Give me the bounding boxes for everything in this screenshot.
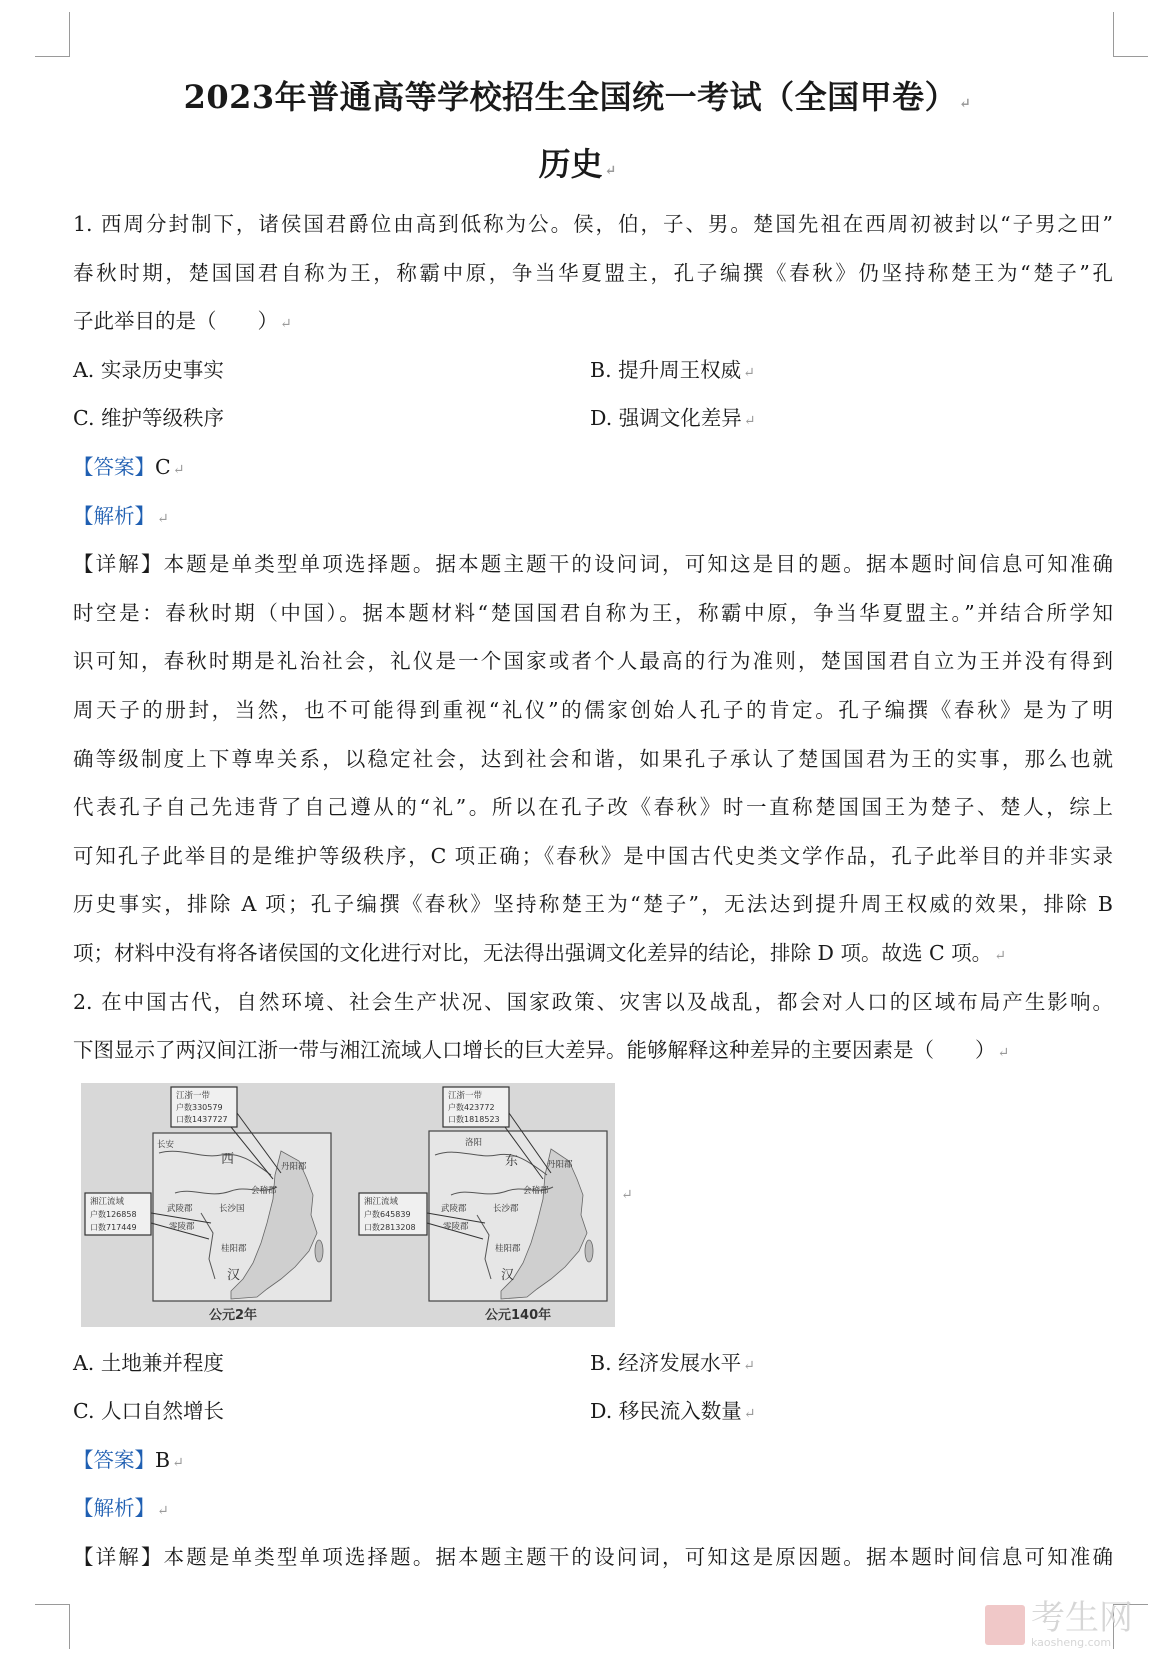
paragraph-mark-icon [605,163,617,179]
map-right-xj-label: 湘江流域 [364,1196,399,1207]
analysis-tag: 【解析】 [73,1496,155,1521]
paragraph-mark-icon [173,462,185,478]
answer-value: B [155,1447,171,1472]
map-right-jz-households: 户数423772 [448,1102,495,1112]
q1-stem-line-2: 春秋时期，楚国国君自称为王，称霸中原，争当华夏盟主，孔子编撰《春秋》仍坚持称楚王为“楚子”孔 [73,260,1113,285]
q1-option-b: B. 提升周王权威 ↵ [590,346,1107,395]
page-title: 2023年普通高等学校招生全国统一考试（全国甲卷） ↵ [0,72,1155,118]
map-left-jz-label: 江浙一带 [176,1090,211,1101]
detail-tag: 【详解】 [73,552,164,577]
q1-analysis [73,492,1113,541]
q2-options-row-2 [73,1387,1113,1436]
q2-option-c: C. 人口自然增长 [73,1399,224,1424]
q2-stem-line-1: 2. 在中国古代，自然环境、社会生产状况、国家政策、灾害以及战乱，都会对人口的区域布局产生影响。 [73,989,1113,1014]
site-watermark [985,1600,1133,1649]
map-left-place: 武陵郡 [167,1203,193,1214]
crop-mark-top-left [35,12,70,57]
paragraph-mark-icon [157,511,169,527]
answer-value: C [155,454,171,479]
q2-option-d: D. 移民流入数量 ↵ [590,1387,1107,1436]
map-left-xj-households: 户数126858 [90,1209,137,1219]
map-left-xj-population: 口数717449 [90,1222,137,1232]
map-right-xj-households: 户数645839 [364,1209,411,1219]
watermark-url: kaosheng.com [1031,1636,1112,1649]
map-right-place: 桂阳郡 [495,1243,521,1254]
detail-tag: 【详解】 [73,1545,164,1570]
map-left-place: 零陵郡 [169,1221,195,1232]
map-left-caption: 公元2年 [209,1307,258,1323]
q1-option-d: D. 强调文化差异 ↵ [590,394,1107,443]
document-body [73,200,1113,1582]
map-left-place: 长沙国 [219,1203,245,1214]
q2-detail-line-1: 【详解】本题是单类型单项选择题。据本题主题干的设问词，可知这是原因题。据本题时间信息可知准确 [73,1545,1113,1570]
q2-option-a: A. 土地兼并程度 [73,1350,224,1375]
watermark-text: 考生网 [1031,1598,1133,1638]
han-population-maps [81,1083,615,1327]
paragraph-mark-icon [994,948,1006,964]
page-subtitle: 历史 ↵ [0,139,1155,185]
map-right-xj-population: 口数2813208 [364,1222,416,1232]
paragraph-mark-icon [743,365,755,381]
q1-detail-line-7: 可知孔子此举目的是维护等级秩序，C 项正确；《春秋》是中国古代史类文学作品，孔子此举目的并非实录 [73,843,1113,868]
map-right-place: 汉 [501,1267,515,1283]
map-right-place: 洛阳 [465,1137,483,1148]
q1-options-row-2 [73,394,1113,443]
q1-detail-line-8: 历史事实，排除 A 项；孔子编撰《春秋》坚持称楚王为“楚子”，无法达到提升周王权威的效果，排除 B [73,892,1113,917]
map-right-caption: 公元140年 [485,1307,552,1323]
map-left-jz-population: 口数1437727 [176,1114,228,1124]
paragraph-mark-icon [157,1503,169,1519]
q2-stem-line-2: 下图显示了两汉间江浙一带与湘江流域人口增长的巨大差异。能够解释这种差异的主要因素是（ ） ↵ [73,1026,1113,1075]
q1-options-row-1 [73,346,1113,395]
q1-option-a: A. 实录历史事实 [73,357,224,382]
paragraph-mark-icon [743,1358,755,1374]
analysis-tag: 【解析】 [73,503,155,528]
map-right-place: 东 [505,1153,519,1169]
answer-tag: 【答案】 [73,1447,155,1472]
q2-answer [73,1436,1113,1485]
watermark-logo-icon [985,1605,1025,1645]
map-right-place: 零陵郡 [443,1221,469,1232]
q1-stem-line-1: 1. 西周分封制下，诸侯国君爵位由高到低称为公。侯，伯，子、男。楚国先祖在西周初被封以“子男之田” [73,212,1113,236]
q1-detail-line-2: 时空是：春秋时期（中国）。据本题材料“楚国国君自称为王，称霸中原，争当华夏盟主。”并结合所学知 [73,600,1113,625]
q2-options-row-1 [73,1339,1113,1388]
map-right-jz-population: 口数1818523 [448,1114,500,1124]
map-left-place: 西 [221,1151,235,1167]
map-right-place: 长沙郡 [493,1203,519,1214]
map-left-place: 丹阳郡 [281,1161,307,1172]
q1-stem-line-3: 子此举目的是（ ） ↵ [73,297,1113,346]
q1-detail-line-9: 项；材料中没有将各诸侯国的文化进行对比，无法得出强调文化差异的结论，排除 D 项。故选 C 项。 ↵ [73,929,1113,978]
paragraph-mark-icon [744,413,756,429]
q1-detail-line-4: 周天子的册封，当然，也不可能得到重视“礼仪”的儒家创始人孔子的肯定。孔子编撰《春秋》是为了明 [73,697,1113,722]
map-left-jz-households: 户数330579 [176,1102,223,1112]
map-left-place: 汉 [227,1267,241,1283]
map-right-place: 武陵郡 [441,1203,467,1214]
q1-detail-line-3: 识可知，春秋时期是礼治社会，礼仪是一个国家或者个人最高的行为准则，楚国国君自立为王并没有得到 [73,649,1113,674]
q2-option-b: B. 经济发展水平 ↵ [590,1339,1107,1388]
answer-tag: 【答案】 [73,454,155,479]
paragraph-mark-icon [744,1406,756,1422]
map-left-place: 会稽郡 [251,1185,277,1196]
crop-mark-top-right [1113,12,1148,57]
paragraph-mark-icon [998,1045,1010,1061]
paragraph-mark-icon [280,316,292,332]
map-right-jz-label: 江浙一带 [448,1090,483,1101]
crop-mark-bottom-left [35,1604,70,1649]
q2-analysis [73,1484,1113,1533]
paragraph-mark-icon [172,1455,184,1471]
q1-detail-line-1: 【详解】本题是单类型单项选择题。据本题主题干的设问词，可知这是目的题。据本题时间信息可知准确 [73,552,1113,577]
population-map-figure [81,1079,1113,1339]
q1-option-c: C. 维护等级秩序 [73,406,224,431]
map-right-place: 丹阳郡 [547,1159,573,1170]
map-left-place: 桂阳郡 [221,1243,247,1254]
map-left-xj-label: 湘江流域 [90,1196,125,1207]
q1-detail-line-5: 确等级制度上下尊卑关系，以稳定社会，达到社会和谐，如果孔子承认了楚国国君为王的实事，那么也就 [73,746,1113,771]
paragraph-mark-icon [959,96,971,112]
q1-answer [73,443,1113,492]
map-right-place: 会稽郡 [523,1185,549,1196]
q1-detail-line-6: 代表孔子自己先违背了自己遵从的“礼”。所以在孔子改《春秋》时一直称楚国国王为楚子、楚人，综上 [73,795,1113,820]
paragraph-mark-icon [621,1187,633,1203]
map-left-place: 长安 [157,1139,175,1150]
